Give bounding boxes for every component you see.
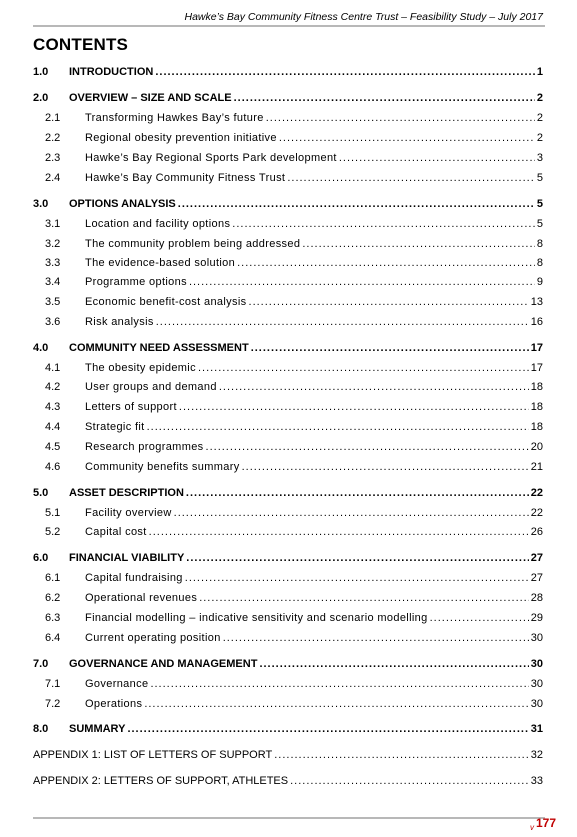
toc-entry-label: Location and facility options [85, 218, 231, 230]
toc-dot-leader [127, 722, 528, 737]
toc-entry-page: 3 [536, 152, 543, 164]
toc-dot-leader [302, 237, 535, 252]
toc-entry-number: 1.0 [33, 66, 49, 78]
toc-entry-page: 5 [536, 172, 543, 184]
toc-entry[interactable] [33, 591, 543, 606]
toc-entry-label: SUMMARY [69, 723, 126, 735]
toc-dot-leader [242, 460, 529, 475]
toc-entry-page: 31 [530, 723, 543, 735]
toc-entry-page: 9 [536, 276, 543, 288]
toc-entry-number: 4.0 [33, 342, 49, 354]
toc-entry-label: Strategic fit [85, 421, 145, 433]
toc-entry[interactable] [33, 91, 543, 106]
toc-entry-page: 16 [530, 316, 543, 328]
toc-entry-label: Economic benefit-cost analysis [85, 296, 247, 308]
toc-dot-leader [234, 91, 535, 106]
toc-entry-number: 2.3 [45, 152, 61, 164]
toc-entry[interactable] [33, 722, 543, 737]
toc-entry-label: The community problem being addressed [85, 238, 301, 250]
toc-entry-number: 4.6 [45, 461, 61, 473]
toc-entry[interactable] [33, 677, 543, 692]
toc-entry-number: 5.2 [45, 526, 61, 538]
toc-dot-leader [147, 420, 529, 435]
toc-entry[interactable] [33, 171, 543, 186]
toc-entry-label: FINANCIAL VIABILITY [69, 552, 185, 564]
toc-entry-page: 33 [530, 775, 543, 787]
toc-dot-leader [178, 197, 535, 212]
toc-entry-page: 2 [536, 132, 543, 144]
toc-entry[interactable] [33, 420, 543, 435]
toc-entry-label: Letters of support [85, 401, 177, 413]
toc-entry-page: 2 [536, 92, 543, 104]
toc-entry-label: INTRODUCTION [69, 66, 154, 78]
toc-dot-leader [274, 748, 529, 763]
toc-entry[interactable] [33, 506, 543, 521]
footer-page-number: 177 [536, 816, 557, 830]
toc-dot-leader [232, 217, 535, 232]
toc-dot-leader [185, 571, 529, 586]
toc-dot-leader [199, 591, 529, 606]
toc-entry-page: 30 [530, 632, 543, 644]
toc-dot-leader [339, 151, 535, 166]
toc-dot-leader [430, 611, 529, 626]
toc-entry-label: Capital fundraising [85, 572, 183, 584]
toc-entry[interactable] [33, 748, 543, 763]
toc-entry-page: 27 [530, 552, 543, 564]
toc-entry-number: 4.1 [45, 362, 61, 374]
toc-dot-leader [155, 65, 535, 80]
toc-entry-number: 6.0 [33, 552, 49, 564]
toc-entry[interactable] [33, 315, 543, 330]
toc-entry[interactable] [33, 275, 543, 290]
toc-entry-label: The obesity epidemic [85, 362, 196, 374]
toc-dot-leader [149, 525, 529, 540]
toc-dot-leader [174, 506, 529, 521]
toc-entry[interactable] [33, 631, 543, 646]
toc-entry-label: Regional obesity prevention initiative [85, 132, 277, 144]
toc-entry-label: Governance [85, 678, 149, 690]
toc-entry[interactable] [33, 440, 543, 455]
toc-entry[interactable] [33, 657, 543, 672]
toc-entry[interactable] [33, 151, 543, 166]
toc-entry-number: 5.0 [33, 487, 49, 499]
toc-entry-number: 3.3 [45, 257, 61, 269]
toc-entry-label: User groups and demand [85, 381, 217, 393]
toc-entry-page: 18 [530, 421, 543, 433]
toc-entry-page: 30 [530, 658, 543, 670]
toc-entry-label: ASSET DESCRIPTION [69, 487, 184, 499]
toc-entry[interactable] [33, 774, 543, 789]
toc-entry-page: 30 [530, 678, 543, 690]
toc-entry[interactable] [33, 295, 543, 310]
toc-dot-leader [223, 631, 529, 646]
toc-entry-number: 6.2 [45, 592, 61, 604]
toc-dot-leader [144, 697, 528, 712]
toc-entry[interactable] [33, 111, 543, 126]
toc-dot-leader [198, 361, 529, 376]
toc-entry[interactable] [33, 551, 543, 566]
toc-entry-label: Risk analysis [85, 316, 154, 328]
toc-entry-label: COMMUNITY NEED ASSESSMENT [69, 342, 249, 354]
toc-dot-leader [206, 440, 529, 455]
toc-entry[interactable] [33, 237, 543, 252]
toc-dot-leader [279, 131, 535, 146]
toc-entry-page: 5 [536, 198, 543, 210]
toc-dot-leader [156, 315, 529, 330]
toc-entry-page: 22 [530, 487, 543, 499]
toc-entry-page: 26 [530, 526, 543, 538]
toc-entry-label: OPTIONS ANALYSIS [69, 198, 176, 210]
toc-entry[interactable] [33, 65, 543, 80]
toc-entry-label: OVERVIEW – SIZE AND SCALE [69, 92, 232, 104]
toc-entry-label: Facility overview [85, 507, 172, 519]
toc-entry-label: Current operating position [85, 632, 221, 644]
header-divider [33, 25, 545, 27]
toc-entry-label: Capital cost [85, 526, 147, 538]
toc-entry-number: 3.1 [45, 218, 61, 230]
page-title: CONTENTS [33, 35, 129, 54]
toc-dot-leader [249, 295, 529, 310]
toc-entry-number: 3.4 [45, 276, 61, 288]
toc-entry[interactable] [33, 256, 543, 271]
toc-entry-label: Hawke’s Bay Regional Sports Park development [85, 152, 337, 164]
toc-entry-number: 8.0 [33, 723, 49, 735]
toc-entry-page: 21 [530, 461, 543, 473]
toc-entry-number: 5.1 [45, 507, 61, 519]
toc-entry-number: 6.4 [45, 632, 61, 644]
toc-entry[interactable] [33, 217, 543, 232]
toc-entry-page: 8 [536, 238, 543, 250]
toc-entry[interactable] [33, 697, 543, 712]
toc-dot-leader [237, 256, 535, 271]
toc-entry-page: 18 [530, 381, 543, 393]
toc-entry-page: 5 [536, 218, 543, 230]
toc-entry[interactable] [33, 341, 543, 356]
toc-entry-number: 2.0 [33, 92, 49, 104]
toc-dot-leader [186, 551, 528, 566]
toc-entry[interactable] [33, 525, 543, 540]
toc-entry-label: Community benefits summary [85, 461, 240, 473]
toc-entry-page: 1 [536, 66, 543, 78]
toc-entry-page: 32 [530, 749, 543, 761]
toc-entry-page: 17 [530, 362, 543, 374]
toc-entry-label: Hawke’s Bay Community Fitness Trust [85, 172, 286, 184]
toc-entry-number: 4.4 [45, 421, 61, 433]
toc-entry[interactable] [33, 197, 543, 212]
toc-entry-number: 2.2 [45, 132, 61, 144]
toc-entry-page: 18 [530, 401, 543, 413]
toc-dot-leader [259, 657, 528, 672]
toc-dot-leader [186, 486, 529, 501]
toc-dot-leader [219, 380, 529, 395]
toc-entry-number: 4.5 [45, 441, 61, 453]
toc-entry-page: 13 [530, 296, 543, 308]
toc-dot-leader [150, 677, 528, 692]
toc-entry-number: 3.5 [45, 296, 61, 308]
toc-entry[interactable] [33, 380, 543, 395]
toc-entry-number: 7.2 [45, 698, 61, 710]
toc-entry-number: 7.0 [33, 658, 49, 670]
toc-entry-label: The evidence-based solution [85, 257, 236, 269]
toc-entry-page: 28 [530, 592, 543, 604]
toc-entry-number: 3.2 [45, 238, 61, 250]
toc-entry-number: 2.1 [45, 112, 61, 124]
toc-dot-leader [266, 111, 535, 126]
footer-divider [33, 817, 545, 819]
toc-entry[interactable] [33, 571, 543, 586]
toc-entry-number: 2.4 [45, 172, 61, 184]
running-header: Hawke’s Bay Community Fitness Centre Trust – Feasibility Study – July 2017 [184, 11, 543, 23]
toc-entry-number: 6.1 [45, 572, 61, 584]
toc-entry-page: 17 [530, 342, 543, 354]
toc-entry-page: 27 [530, 572, 543, 584]
toc-entry-label: GOVERNANCE AND MANAGEMENT [69, 658, 258, 670]
toc-entry-label: Operational revenues [85, 592, 198, 604]
toc-entry-number: 4.2 [45, 381, 61, 393]
toc-entry-page: 30 [530, 698, 543, 710]
toc-entry-number: 3.6 [45, 316, 61, 328]
footer-roman-numeral: v [530, 823, 534, 832]
toc-dot-leader [251, 341, 529, 356]
toc-entry-label: Programme options [85, 276, 187, 288]
toc-entry-page: 2 [536, 112, 543, 124]
toc-entry[interactable] [33, 400, 543, 415]
toc-dot-leader [287, 171, 535, 186]
toc-entry-number: 7.1 [45, 678, 61, 690]
toc-entry-label: APPENDIX 1: LIST OF LETTERS OF SUPPORT [33, 749, 273, 761]
toc-entry[interactable] [33, 486, 543, 501]
toc-entry-label: Transforming Hawkes Bay’s future [85, 112, 264, 124]
toc-entry-number: 6.3 [45, 612, 61, 624]
toc-entry-label: APPENDIX 2: LETTERS OF SUPPORT, ATHLETES [33, 775, 289, 787]
toc-dot-leader [189, 275, 535, 290]
toc-entry-label: Operations [85, 698, 143, 710]
toc-entry-number: 4.3 [45, 401, 61, 413]
toc-entry-label: Financial modelling – indicative sensitivity and scenario modelling [85, 612, 428, 624]
toc-entry-page: 8 [536, 257, 543, 269]
toc-entry-number: 3.0 [33, 198, 49, 210]
toc-entry-page: 20 [530, 441, 543, 453]
toc-dot-leader [179, 400, 529, 415]
toc-entry-page: 29 [530, 612, 543, 624]
toc-entry[interactable] [33, 131, 543, 146]
toc-entry-page: 22 [530, 507, 543, 519]
toc-entry-label: Research programmes [85, 441, 204, 453]
toc-entry[interactable] [33, 460, 543, 475]
toc-entry[interactable] [33, 361, 543, 376]
toc-entry[interactable] [33, 611, 543, 626]
toc-dot-leader [290, 774, 529, 789]
